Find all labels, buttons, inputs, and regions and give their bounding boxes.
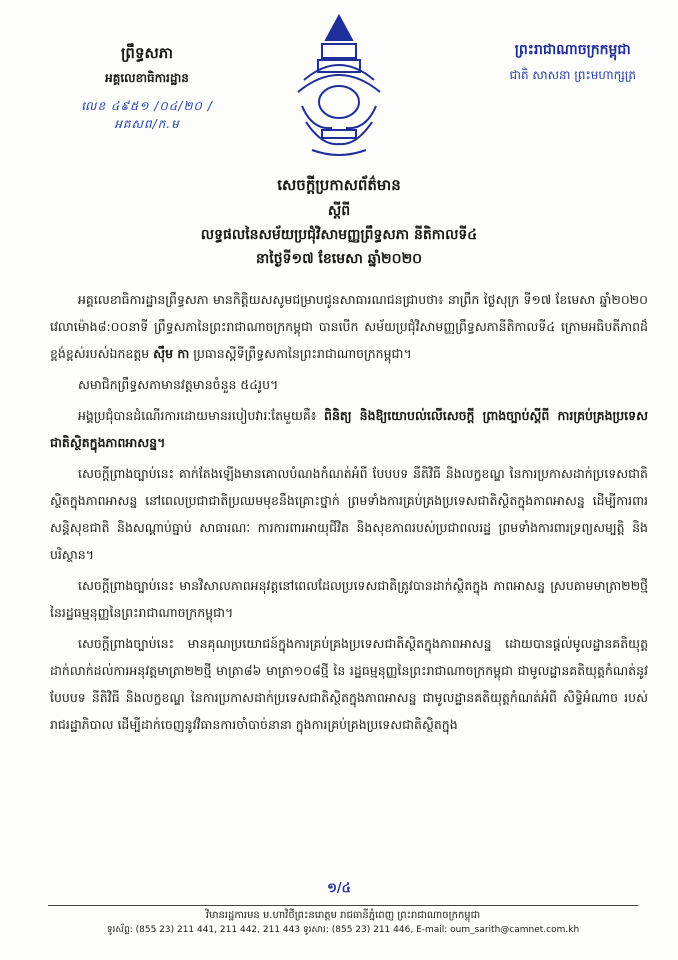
paragraph-5: សេចក្តីព្រាងច្បាប់នេះ មានវិសាលភាពអនុវត្តនៅពេលដែលប្រទេសជាតិត្រូវបានដាក់ស្ថិតក្នុង ភាពអាសន្ន ស្របតាមមាត្រា២២ថ្មី នៃរដ្ឋធម្មនុញ្ញនៃព្រះរាជាណាចក្រកម្ពុជា។ [50,578,648,620]
title-line-1: សេចក្តីប្រកាសព័ត៌មាន [277,176,401,194]
phone-number: (855 23) 211 441, 211 442, 211 443 [135,925,301,935]
email-address: E-mail: oum_sarith@camnet.com.kh [416,925,580,935]
paragraph-4: សេចក្តីព្រាងច្បាប់នេះ គាក់តែងឡើងមានគោលបំណងកំណត់អំពី បែបបទ នីតិវិធី និងលក្ខខណ្ឌ នៃការប្រកាសដាក់ប្រទេសជាតិស្ថិតក្នុងភាពអាសន្ន នៅពេលប្រជាជាតិប្រឈមមុខនឹងគ្រោះថ្នាក់ ព្រមទាំងការគ្រប់គ្រងប្រទេសជាតិស្ថិតក្នុងភាពអាសន្ន ដើម្បីការពារសន្តិសុខជាតិ និងសណ្តាប់ធ្នាប់ សាធារណៈ ការការពារអាយុជីវិត និងសុខភាពរបស់ប្រជាពលរដ្ឋ ព្រមទាំងការពារទ្រព្យសម្បត្តិ និង បរិស្ថាន។ [50,466,648,562]
footer [48,905,638,937]
reference-number: លេខ ៤៩៥១ /០៤/២០ /អគសព/ក.ម [81,99,213,131]
title-line-4: នាថ្ងៃទី១៧ ខែមេសា ឆ្នាំ២០២០ [255,251,423,267]
paragraph-1-text: អគ្គលេខាធិការដ្ឋានព្រឹទ្ធសភា មានកិត្តិយសសូមជម្រាបជូនសាធារណជនជ្រាបថា៖ នាព្រឹក ថ្ងៃសុក្រ ទី១៧ ខែមេសា ឆ្នាំ២០២០ វេលាម៉ោង៨:០០នាទី ព្រឹទ្ធសភានៃព្រះរាជាណាចក្រកម្ពុជា បានបើក សម័យប្រជុំវិសាមញ្ញព្រឹទ្ធសភានីតិកាលទី៤ ក្រោមអធិបតីភាពដ៏ខ្ពង់ខ្ពស់របស់ឯកឧត្តម [50,292,648,361]
fax-label: ទូរសារ: [302,925,329,935]
paragraph-2: សមាជិកព្រឹទ្ធសភាមានវត្តមានចំនួន ៥៤រូប។ [78,377,279,392]
document-title [0,176,678,270]
paragraph-1-tail: ប្រធានស្តីទីព្រឹទ្ធសភានៃព្រះរាជាណាចក្រកម្ពុជា។ [193,346,412,361]
document-body [50,286,648,742]
senate-emblem-icon [292,10,386,160]
paragraph-3 [50,402,648,456]
kingdom-name: ព្រះរាជាណាចក្រកម្ពុជា [514,42,631,58]
agenda-item: ពិនិត្យ និងឱ្យយោបល់លើសេចក្តី ព្រាងច្បាប់ស្តីពី ការគ្រប់គ្រងប្រទេសជាតិស្ថិតក្នុងភាពអាសន្ន។ [50,408,648,450]
paragraph-1 [50,286,648,367]
chairman-name: ស៊ឹម កា [153,346,190,361]
national-motto: ជាតិ សាសនា ព្រះមហាក្សត្រ [509,68,636,82]
title-line-2: ស្តីពី [327,203,351,219]
sender-block [62,44,232,134]
paragraph-6: សេចក្តីព្រាងច្បាប់នេះ មានគុណប្រយោជន៍ក្នុងការគ្រប់គ្រងប្រទេសជាតិស្ថិតក្នុងភាពអាសន្ន ដោយបានផ្តល់មូលដ្ឋានគតិយុត្តដាក់លាក់ដល់ការអនុវត្តមាត្រា២២ថ្មី មាត្រា៨៦ មាត្រា១០៨ថ្មី នៃ រដ្ឋធម្មនុញ្ញនៃព្រះរាជាណាចក្រកម្ពុជា ជាមូលដ្ឋានគតិយុត្តកំណត់នូវបែបបទ នីតិវិធី និងលក្ខខណ្ឌ នៃការប្រកាសដាក់ប្រទេសជាតិស្ថិតក្នុងភាពអាសន្ន ជាមូលដ្ឋានគតិយុត្តកំណត់អំពី សិទ្ធិអំណាច របស់រាជរដ្ឋាភិបាល ដើម្បីដាក់ចេញនូវវិធានការចាំបាច់នានា ក្នុងការគ្រប់គ្រងប្រទេសជាតិស្ថិតក្នុង [50,636,648,732]
kingdom-block [510,40,636,85]
footer-contacts [48,923,638,937]
phone-label: ទូរស័ព្ទ: [106,925,133,935]
sender-org: ព្រឹទ្ធសភា [120,44,174,62]
paragraph-3-text: អង្គប្រជុំបានដំណើរការដោយមានរបៀបវារៈតែមួយគឺ៖ [78,408,317,423]
footer-address: វិមានរដ្ឋការមន ម.ហាវិថីព្រះនរោត្តម រាជធានីភ្នំពេញ ព្រះរាជាណាចក្រកម្ពុជា [205,910,481,921]
sender-dept: អគ្គលេខាធិការដ្ឋាន [105,71,189,85]
title-line-3: លទ្ធផលនៃសម័យប្រជុំវិសាមញ្ញព្រឹទ្ធសភា នីតិកាលទី៤ [200,227,478,243]
page-number: ១/៤ [327,881,351,896]
fax-number: (855 23) 211 446, [331,925,414,935]
